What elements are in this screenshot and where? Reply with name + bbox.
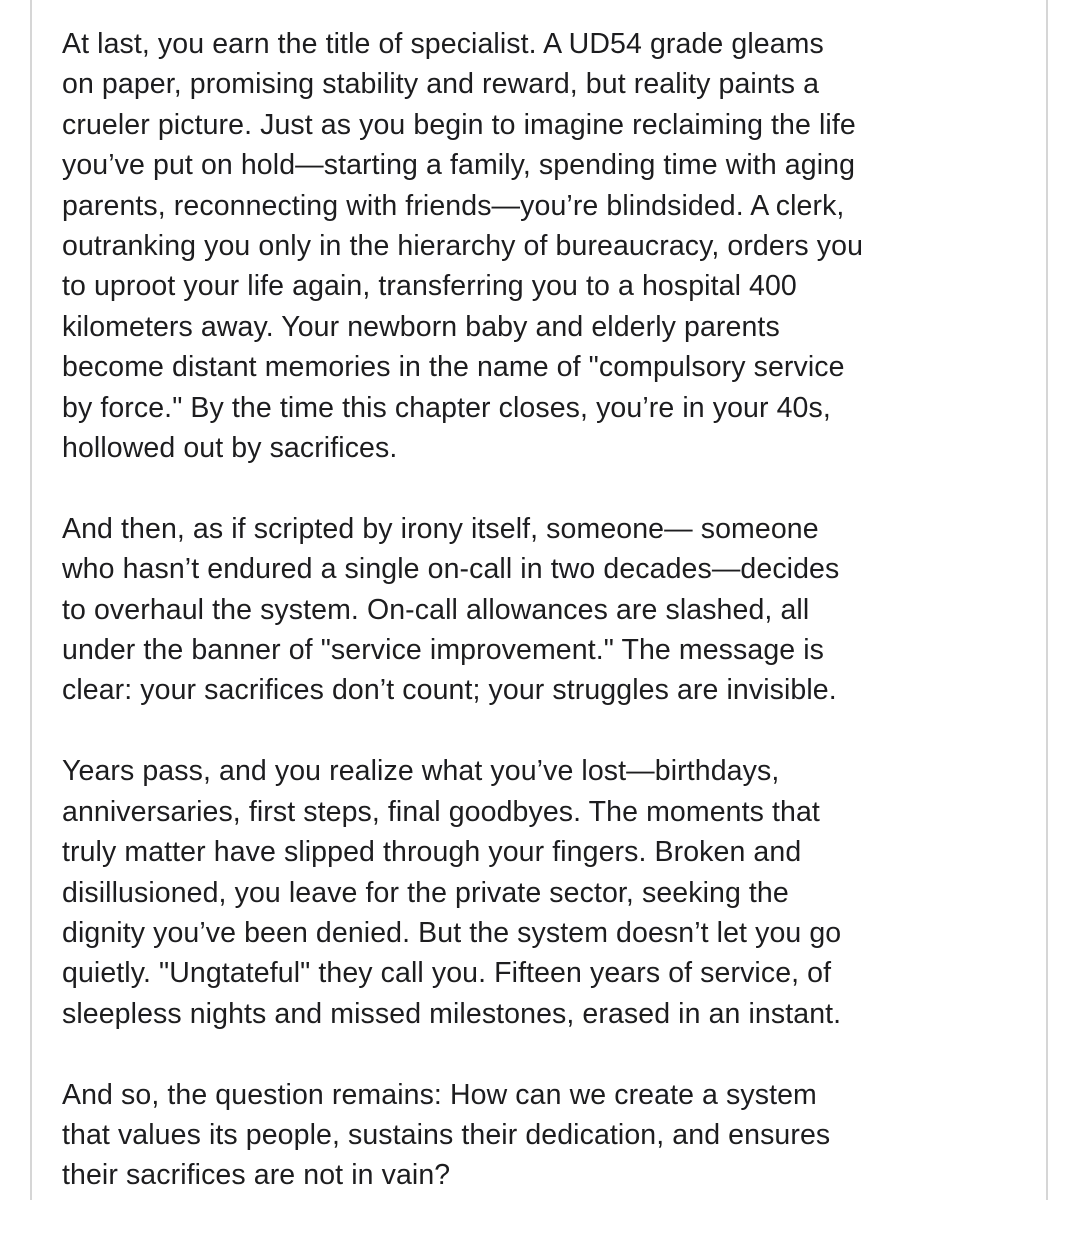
article-body xyxy=(62,24,1022,1236)
paragraph-system-overhaul: And then, as if scripted by irony itself, someone— someone who hasn’t endured a single on-call in two decades—decides to overhaul the system. On-call allowances are slashed, all under the banner of "service improvement." The message is clear: your sacrifices don’t count; your struggles are invisible. xyxy=(62,512,840,707)
paragraph-question: And so, the question remains: How can we create a system that values its people, sustains their dedication, and ensures their sacrifices are not in vain? xyxy=(62,1078,831,1192)
paragraph-specialist: At last, you earn the title of specialist. A UD54 grade gleams on paper, promising stability and reward, but reality paints a crueler picture. Just as you begin to imagine reclaiming the life you’ve put on hold—starting a family, spending time with aging parents, reconnecting with friends—you’re blindsided. A clerk, outranking you only in the hierarchy of bureaucracy, orders you to uproot your life again, transferring you to a hospital 400 kilometers away. Your newborn baby and elderly parents become distant memories in the name of "compulsory service by force." By the time this chapter closes, you’re in your 40s, hollowed out by sacrifices. xyxy=(62,28,864,465)
paragraph-years-pass: Years pass, and you realize what you’ve lost—birthdays, anniversaries, first steps, final goodbyes. The moments that truly matter have slipped through your fingers. Broken and disillusioned, you leave for the private sector, seeking the dignity you’ve been denied. But the system doesn’t let you go quietly. "Ungtateful" they call you. Fifteen years of service, of sleepless nights and missed milestones, erased in an instant. xyxy=(62,755,842,1030)
document-page xyxy=(30,0,1048,1200)
